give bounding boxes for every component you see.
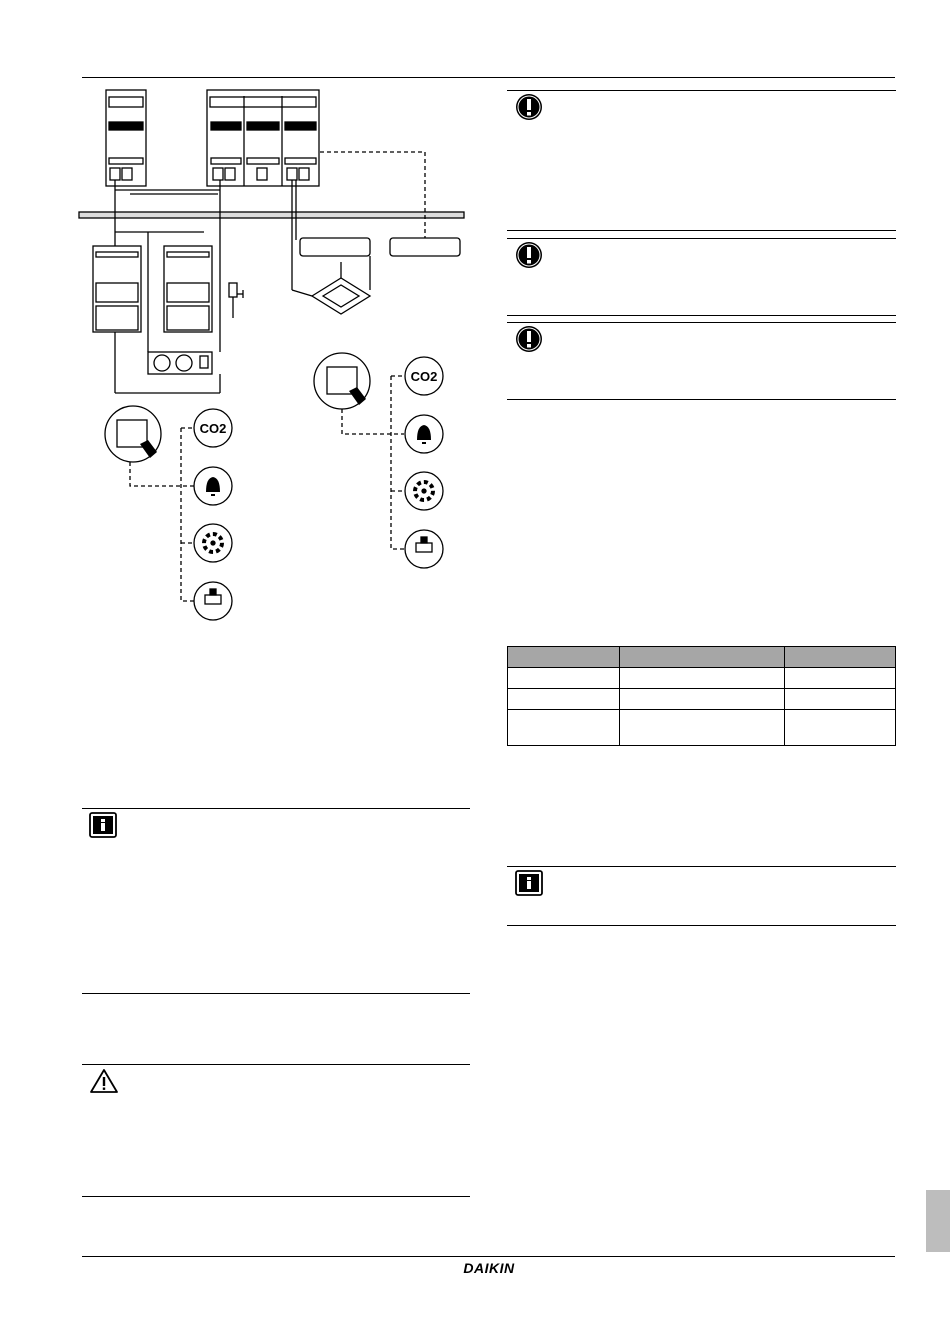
- daikin-logo: DAIKIN: [463, 1260, 515, 1276]
- ceiling-cassette: [312, 262, 370, 314]
- information-icon: [89, 812, 117, 838]
- table-header-row: [508, 647, 896, 668]
- table-cell: [508, 689, 620, 710]
- table-row: [508, 710, 896, 746]
- table-cell: [785, 689, 896, 710]
- warning-left-bottom-rule: [82, 1196, 470, 1197]
- notice-1-top-rule: [507, 90, 896, 91]
- outdoor-unit-left: [106, 90, 146, 186]
- information-icon: [515, 870, 543, 896]
- co2-label-right: CO2: [410, 369, 438, 384]
- info-right-bottom-rule: [507, 925, 896, 926]
- display-cabinet-1: [93, 246, 141, 332]
- indoor-unit-wall: [390, 238, 460, 256]
- table-cell: [508, 710, 620, 746]
- info-right-top-rule: [507, 866, 896, 867]
- condensing-unit: [148, 352, 212, 374]
- table-cell: [620, 689, 785, 710]
- table-row: [508, 689, 896, 710]
- table-cell: [508, 668, 620, 689]
- footer-rule: [82, 1256, 895, 1257]
- outdoor-unit-group: [207, 90, 319, 186]
- warning-triangle-icon: [89, 1068, 119, 1094]
- table-cell: [620, 668, 785, 689]
- notice-2-top-rule: [507, 238, 896, 239]
- table-cell: [785, 710, 896, 746]
- header-rule: [82, 77, 895, 78]
- table-header-cell: [785, 647, 896, 668]
- exclamation-icon: [515, 325, 543, 353]
- notice-3-top-rule: [507, 322, 896, 323]
- exclamation-icon: [515, 93, 543, 121]
- table-header-cell: [508, 647, 620, 668]
- notice-3-bottom-rule: [507, 399, 896, 400]
- co2-label-left: CO2: [199, 421, 227, 436]
- warning-left-top-rule: [82, 1064, 470, 1065]
- notice-1-bottom-rule: [507, 230, 896, 231]
- table-row: [508, 668, 896, 689]
- table-cell: [785, 668, 896, 689]
- table-header-cell: [620, 647, 785, 668]
- exclamation-icon: [515, 241, 543, 269]
- info-left-top-rule: [82, 808, 470, 809]
- table-cell: [620, 710, 785, 746]
- expansion-valve: [229, 283, 243, 318]
- indoor-unit-duct: [300, 238, 370, 256]
- page-side-tab: [926, 1190, 950, 1252]
- display-cabinet-2: [164, 246, 212, 332]
- notice-2-bottom-rule: [507, 315, 896, 316]
- system-diagram: [75, 85, 470, 630]
- info-left-bottom-rule: [82, 993, 470, 994]
- spec-table: [507, 646, 896, 746]
